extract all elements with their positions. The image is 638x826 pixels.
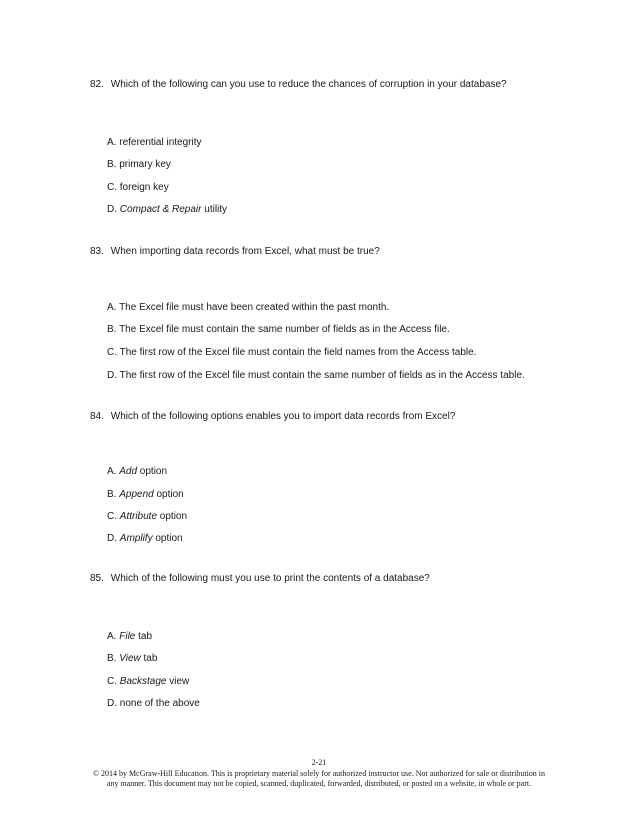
answer-option (107, 159, 171, 171)
answer-option (107, 533, 183, 545)
question-83 (90, 246, 380, 258)
answer-option (107, 347, 476, 359)
question-text: Which of the following can you use to reduce the chances of corruption in your database? (110, 79, 507, 90)
answer-option (107, 466, 167, 478)
copyright-line-1: © 2014 by McGraw-Hill Education. This is proprietary material solely for authorized instructor use. Not authorized for sale or distribution in (92, 769, 546, 778)
answer-option (107, 204, 227, 216)
option-text: The first row of the Excel file must contain the same number of fields as in the Access table. (119, 370, 525, 381)
option-text: The Excel file must have been created within the past month. (119, 302, 390, 313)
option-text: referential integrity (119, 137, 202, 148)
question-number: 82. (90, 79, 104, 90)
answer-option (107, 324, 450, 336)
option-letter: C. (107, 511, 117, 522)
option-italic: Add (119, 466, 138, 477)
option-letter: A. (107, 466, 117, 477)
option-letter: D. (107, 533, 117, 544)
option-letter: C. (107, 676, 117, 687)
question-85 (90, 573, 430, 585)
option-letter: C. (107, 347, 117, 358)
answer-option (107, 631, 152, 643)
option-italic: Attribute (119, 511, 158, 522)
answer-option (107, 302, 389, 314)
option-italic: Compact & Repair (119, 204, 202, 215)
option-suffix: option (152, 533, 183, 544)
option-letter: C. (107, 182, 117, 193)
option-text: none of the above (119, 698, 200, 709)
answer-option (107, 676, 189, 688)
option-letter: A. (107, 137, 117, 148)
option-text: The Excel file must contain the same number of fields as in the Access file. (119, 324, 450, 335)
option-text: The first row of the Excel file must contain the field names from the Access table. (119, 347, 477, 358)
answer-option (107, 698, 200, 710)
option-suffix: option (137, 466, 168, 477)
question-number: 84. (90, 411, 104, 422)
option-text: foreign key (119, 182, 169, 193)
question-text: Which of the following options enables you to import data records from Excel? (110, 411, 456, 422)
copyright-line-2: any manner. This document may not be copied, scanned, duplicated, forwarded, distributed, or posted on a website, in whole or part. (106, 779, 532, 788)
question-text: When importing data records from Excel, what must be true? (110, 246, 380, 257)
option-italic: Amplify (119, 533, 153, 544)
question-82 (90, 79, 507, 91)
option-suffix: utility (201, 204, 228, 215)
option-suffix: tab (135, 631, 153, 642)
answer-option (107, 653, 157, 665)
option-italic: View (119, 653, 141, 664)
option-letter: D. (107, 370, 117, 381)
option-italic: Backstage (119, 676, 167, 687)
answer-option (107, 489, 184, 501)
option-italic: Append (119, 489, 154, 500)
answer-option (107, 137, 202, 149)
option-letter: B. (107, 489, 117, 500)
answer-option (107, 511, 187, 523)
option-suffix: tab (140, 653, 158, 664)
question-text: Which of the following must you use to print the contents of a database? (110, 573, 430, 584)
option-letter: B. (107, 159, 117, 170)
answer-option (107, 370, 525, 382)
option-suffix: view (166, 676, 190, 687)
option-suffix: option (153, 489, 184, 500)
option-letter: D. (107, 204, 117, 215)
option-letter: B. (107, 324, 117, 335)
page-number: 2-21 (311, 758, 327, 767)
question-84 (90, 411, 455, 423)
question-number: 85. (90, 573, 104, 584)
option-suffix: option (157, 511, 188, 522)
option-letter: B. (107, 653, 117, 664)
option-italic: File (119, 631, 136, 642)
answer-option (107, 182, 169, 194)
option-text: primary key (119, 159, 171, 170)
option-letter: A. (107, 631, 117, 642)
option-letter: A. (107, 302, 117, 313)
question-number: 83. (90, 246, 104, 257)
option-letter: D. (107, 698, 117, 709)
